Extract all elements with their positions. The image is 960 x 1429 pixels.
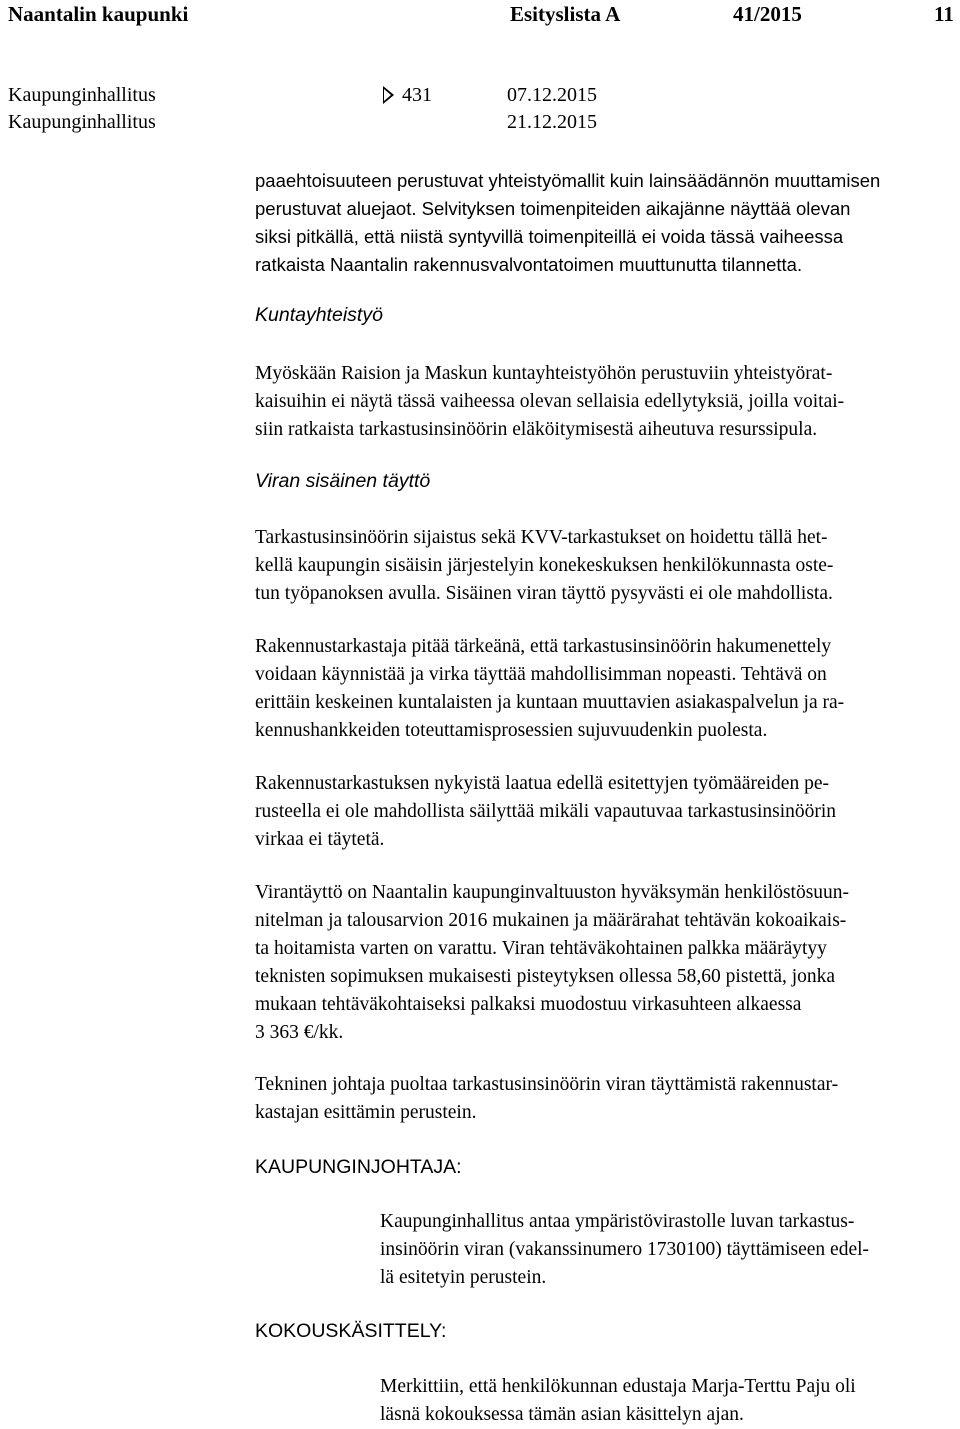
paragraph-laatu: Rakennustarkastuksen nykyistä laatua edellä esitettyjen työmääreiden pe- rusteella ei ole mahdollista säilyttää mikäli vapautuvaa tarkastusinsinöörin virkaa ei täytetä.: [255, 773, 837, 850]
heading-kuntayhteistyo: Kuntayhteistyö: [255, 304, 383, 326]
paragraph-virantaytto: Virantäyttö on Naantalin kaupunginvaltuuston hyväksymän henkilöstösuun- nitelman ja talousarvion 2016 mukainen ja määrärahat tehtävän kokoaikais- ta hoitamista varten on varattu. Viran tehtäväkohtainen palkka määräytyy teknisten sopimuksen mukaisesti pisteytyksen ollessa 58,60 pistettä, jonka mukaan tehtäväkohtaiseksi palkaksi muodostuu virkasuhteen alkaessa 3 363 €/kk.: [255, 882, 850, 1043]
page-number: 11: [934, 2, 954, 26]
meeting-body: Kaupunginhallitus: [8, 84, 156, 106]
section-number: 431: [402, 84, 432, 106]
meeting-row-2: [0, 111, 960, 137]
meeting-row-1: [0, 84, 960, 110]
meeting-date: 07.12.2015: [507, 84, 597, 106]
label-kaupunginjohtaja: KAUPUNGINJOHTAJA:: [255, 1156, 462, 1178]
paragraph-selvitys: paaehtoisuuteen perustuvat yhteistyömallit kuin lainsäädännön muuttamisen perustuvat aluejaot. Selvityksen toimenpiteiden aikajänne näyttää olevan siksi pitkällä, että niistä syntyvillä toimenpiteillä ei voida tässä vaiheessa ratkaista Naantalin rakennusvalvontatoimen muuttunutta tilannetta.: [255, 170, 881, 275]
section-marker-icon: [383, 86, 394, 104]
agenda-number: 41/2015: [733, 2, 802, 26]
meeting-date: 21.12.2015: [507, 111, 597, 133]
agenda-title: Esityslista A: [510, 2, 621, 26]
paragraph-sijaistus: Tarkastusinsinöörin sijaistus sekä KVV-tarkastukset on hoidettu tällä het- kellä kaupungin sisäisin järjestelyin konekeskuksen henkilökunnasta oste- tun työpanoksen avulla. Sisäinen viran täyttö pysyvästi ei ole mahdollista.: [255, 527, 834, 604]
paragraph-kasittely: Merkittiin, että henkilökunnan edustaja Marja-Terttu Paju oli läsnä kokouksessa tämän asian käsittelyn ajan.: [380, 1376, 856, 1425]
page-header: [0, 0, 960, 30]
paragraph-ehdotus: Kaupunginhallitus antaa ympäristövirastolle luvan tarkastus- insinöörin viran (vakanssinumero 1730100) täyttämiseen edel- lä esitetyin perustein.: [380, 1211, 870, 1288]
heading-viran-sisainen: Viran sisäinen täyttö: [255, 470, 431, 492]
meeting-body: Kaupunginhallitus: [8, 111, 156, 133]
paragraph-hakumenettely: Rakennustarkastaja pitää tärkeänä, että tarkastusinsinöörin hakumenettely voidaan käynnistää ja virka täyttää mahdollisimman nopeasti. Tehtävä on erittäin keskeinen kuntalaisten ja kuntaan muuttavien asiakaspalvelun ja ra- kennushankkeiden toteuttamisprosessien sujuvuudenkin puolesta.: [255, 636, 845, 741]
label-kokouskasittely: KOKOUSKÄSITTELY:: [255, 1320, 447, 1342]
city-name: Naantalin kaupunki: [8, 2, 189, 26]
paragraph-kuntayhteistyo: Myöskään Raision ja Maskun kuntayhteistyöhön perustuviin yhteistyörat- kaisuihin ei näytä tässä vaiheessa olevan sellaisia edellytyksiä, joilla voitai- siin ratkaista tarkastusinsinöörin eläköitymisestä aiheutuva resurssipula.: [255, 363, 845, 440]
paragraph-puolto: Tekninen johtaja puoltaa tarkastusinsinöörin viran täyttämistä rakennustar- kastajan esittämin perustein.: [255, 1074, 839, 1123]
